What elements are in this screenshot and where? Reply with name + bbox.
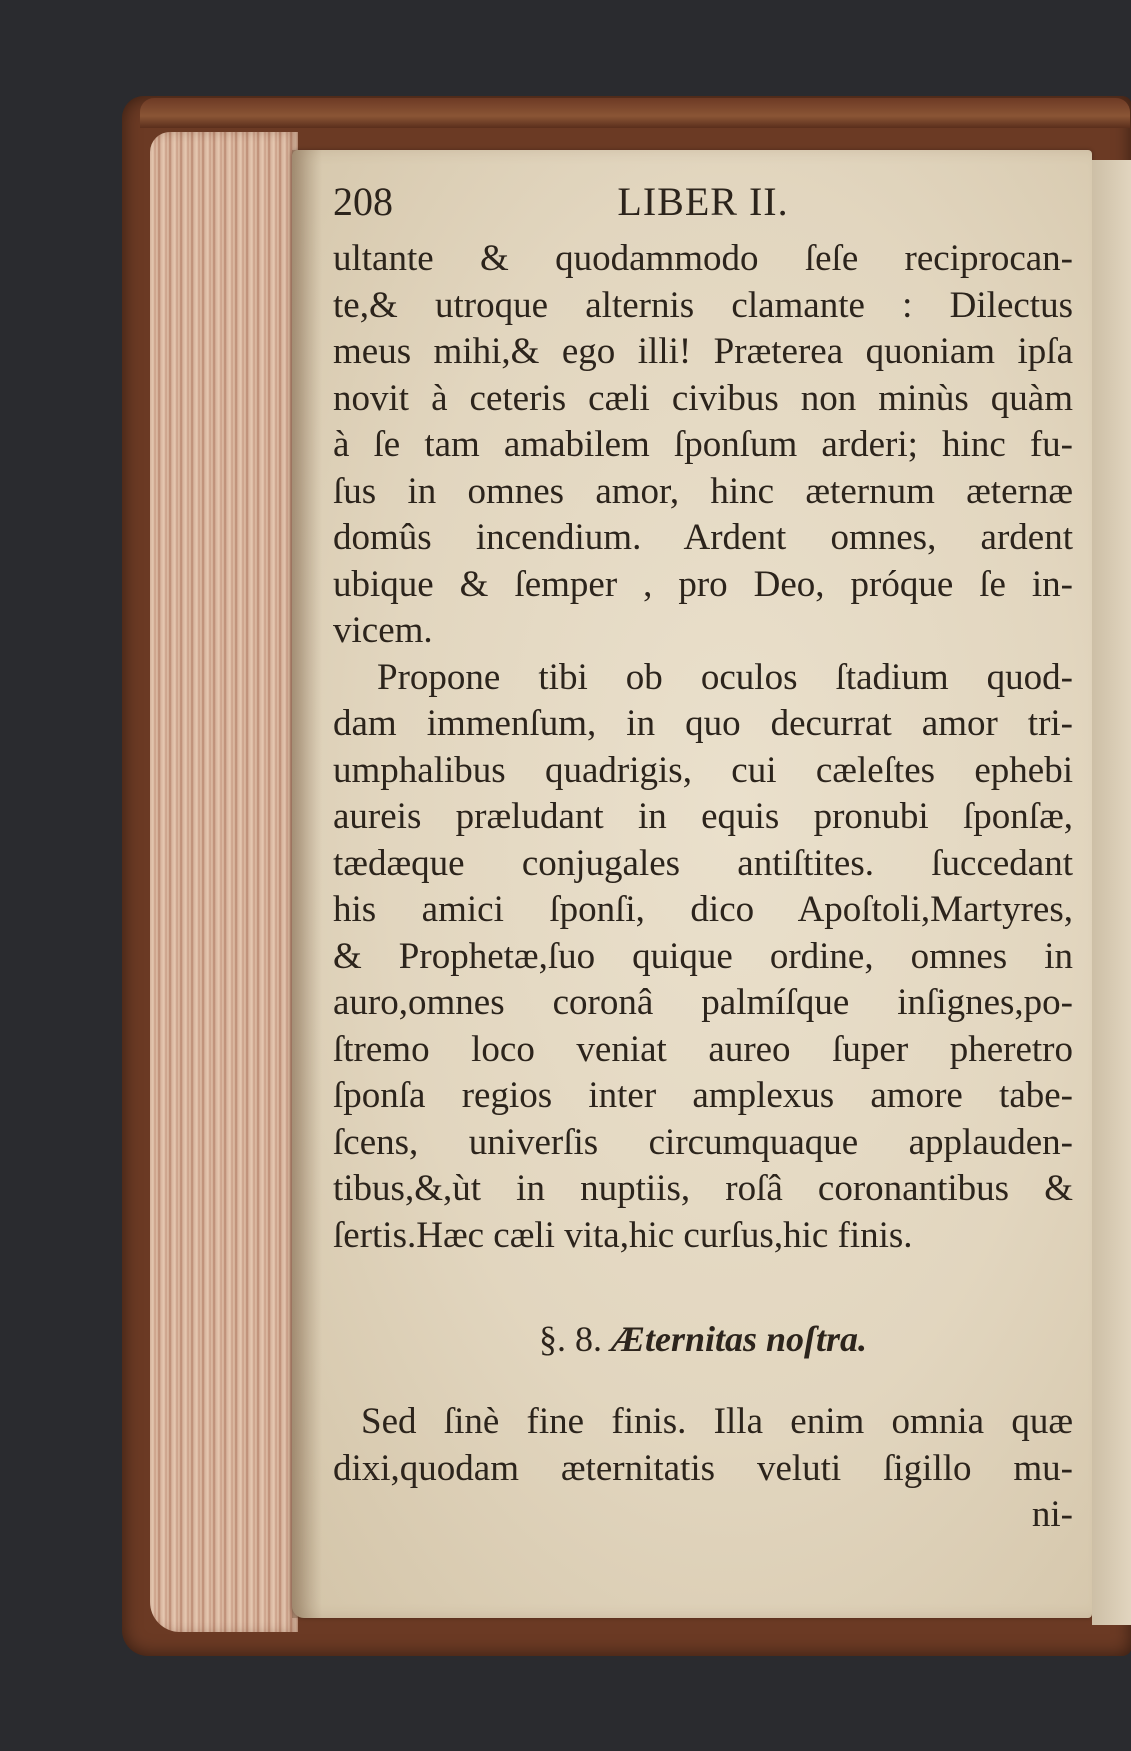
spacer	[333, 1369, 1073, 1399]
text-line: aureis præludant in equis pronubi ſponſæ,	[333, 796, 1073, 837]
page-text	[333, 178, 1073, 1538]
section-number: §. 8.	[538, 1319, 602, 1359]
spacer	[333, 1259, 1073, 1309]
text-line: ſponſa regios inter amplexus amore tabe-	[333, 1075, 1073, 1116]
text-line: te,& utroque alternis clamante : Dilectus	[333, 284, 1073, 326]
text-line: tædæque conjugales antiſtites. ſuccedant	[333, 842, 1073, 884]
text-line: auro,omnes coronâ palmíſque inſignes,po-	[333, 982, 1073, 1023]
section-heading	[333, 1309, 1073, 1369]
paragraph-2	[333, 655, 1073, 1260]
text-line: ſertis.Hæc cæli vita,hic curſus,hic finis.	[333, 1214, 913, 1256]
page-number: 208	[333, 179, 393, 224]
text-line: ultante & quodammodo ſeſe reciprocan-	[333, 238, 1073, 279]
page-header	[333, 178, 1073, 236]
text-line: domûs incendium. Ardent omnes, ardent	[333, 517, 1073, 558]
text-line: Propone tibi ob oculos ſtadium quod-	[377, 656, 1073, 698]
text-line: ſus in omnes amor, hinc æternum æternæ	[333, 470, 1073, 512]
text-line: umphalibus quadrigis, cui cæleſtes ephebi	[333, 749, 1073, 791]
text-line: tibus,&,ùt in nuptiis, roſâ coronantibus &	[333, 1168, 1073, 1209]
paragraph-1	[333, 236, 1073, 655]
paragraph-3	[333, 1399, 1073, 1492]
text-line: novit à ceteris cæli civibus non minùs quàm	[333, 377, 1073, 419]
text-line: Sed ſinè fine finis. Illa enim omnia quæ	[361, 1401, 1073, 1442]
section-title: Æternitas noſtra.	[610, 1319, 868, 1359]
text-line: his amici ſponſi, dico Apoſtoli,Martyres,	[333, 889, 1073, 930]
text-line: vicem.	[333, 610, 433, 651]
text-line: à ſe tam amabilem ſponſum arderi; hinc fu-	[333, 424, 1073, 465]
book-spine-top	[140, 98, 1130, 128]
running-head: LIBER II.	[617, 179, 789, 224]
catchword: ni-	[1031, 1494, 1073, 1535]
text-line: ubique & ſemper , pro Deo, próque ſe in-	[333, 563, 1073, 605]
text-line: meus mihi,& ego illi! Præterea quoniam ipſa	[333, 331, 1073, 372]
text-line: & Prophetæ,ſuo quique ordine, omnes in	[333, 935, 1073, 977]
page-gutter-shadow	[292, 150, 322, 1618]
text-line: dam immenſum, in quo decurrat amor tri-	[333, 703, 1073, 744]
text-line: dixi,quodam æternitatis veluti ſigillo mu-	[333, 1447, 1073, 1489]
text-line: ſcens, univerſis circumquaque applauden-	[333, 1121, 1073, 1163]
next-page-edge	[1092, 160, 1131, 1625]
page-edges	[150, 132, 298, 1632]
text-line: ſtremo loco veniat aureo ſuper pheretro	[333, 1028, 1073, 1070]
